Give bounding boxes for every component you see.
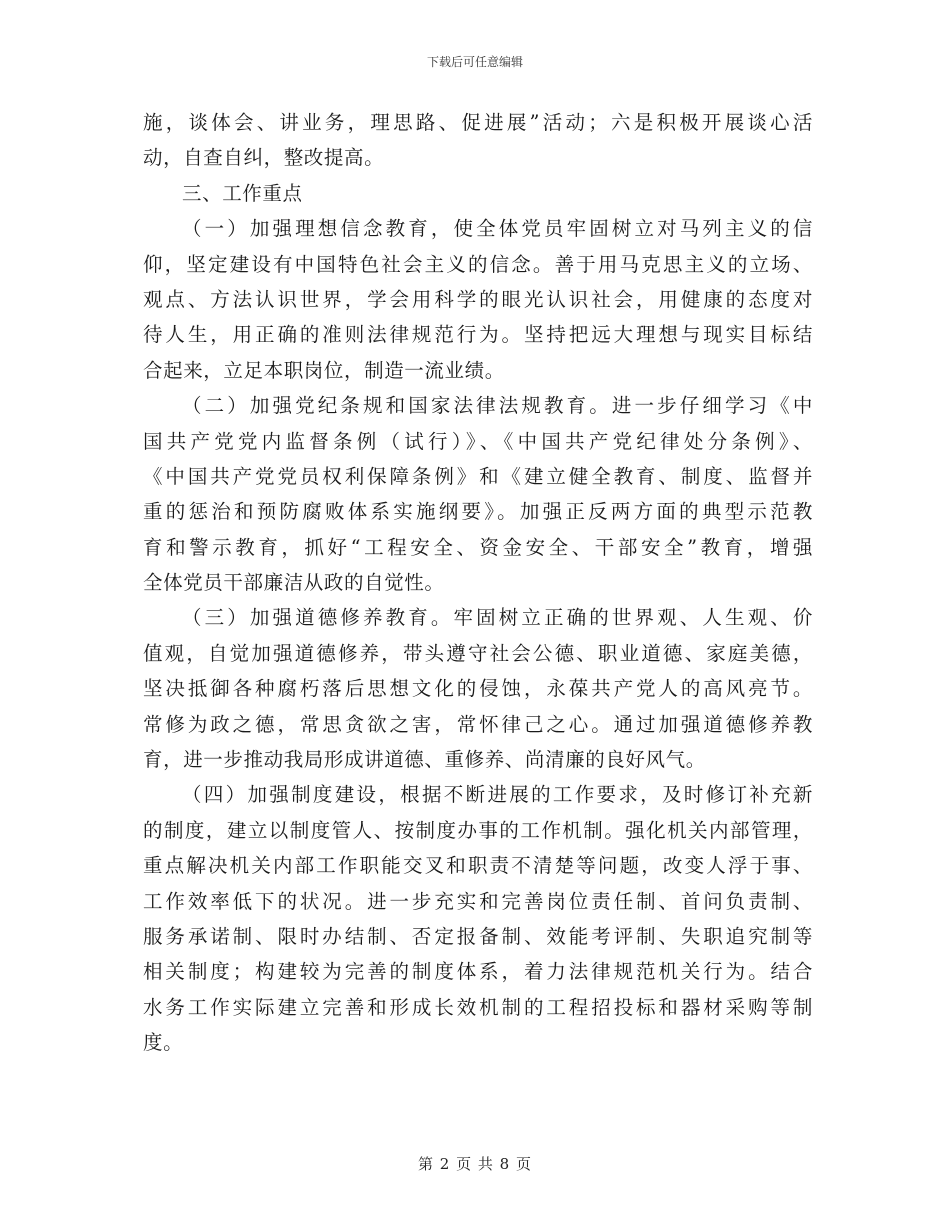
text-line: 育，进一步推动我局形成讲道德、重修养、尚清廉的良好风气。 [143,748,706,772]
text-line: 水务工作实际建立完善和形成长效机制的工程招投标和器材采购等制 [143,995,813,1019]
page-label-prefix: 第 [417,1155,434,1173]
text-line: 仰，坚定建设有中国特色社会主义的信念。善于用马克思主义的立场、 [143,252,813,276]
text-line: 国共产党党内监督条例（试行）》、《中国共产党纪律处分条例》、 [143,429,813,453]
text-line: （一）加强理想信念教育，使全体党员牢固树立对马列主义的信 [182,217,813,241]
text-line: 施，谈体会、讲业务，理思路、促进展”活动；六是积极开展谈心活 [143,111,813,134]
page-label-suffix: 页 [516,1155,533,1173]
text-line: 的制度，建立以制度管人、按制度办事的工作机制。强化机关内部管理， [143,818,813,842]
text-line: 工作效率低下的状况。进一步充实和完善岗位责任制、首问负责制、 [143,889,813,913]
text-line: 相关制度；构建较为完善的制度体系，着力法律规范机关行为。结合 [143,960,813,984]
page-number: 2 [439,1155,451,1173]
text-line: 重的惩治和预防腐败体系实施纲要》。加强正反两方面的典型示范教 [143,500,813,524]
text-line: 观点、方法认识世界，学会用科学的眼光认识社会，用健康的态度对 [143,287,813,311]
text-line: 全体党员干部廉洁从政的自觉性。 [143,571,445,595]
text-line: （三）加强道德修养教育。牢固树立正确的世界观、人生观、价 [182,606,813,630]
text-line: 服务承诺制、限时办结制、否定报备制、效能考评制、失职追究制等 [143,924,813,948]
page-total: 8 [499,1155,511,1173]
text-line: （二）加强党纪条规和国家法律法规教育。进一步仔细学习《中 [182,394,813,418]
text-line: 值观，自觉加强道德修养，带头遵守社会公德、职业道德、家庭美德， [143,641,813,665]
text-line: 《中国共产党党员权利保障条例》和《建立健全教育、制度、监督并 [143,464,813,488]
text-line: 坚决抵御各种腐朽落后思想文化的侵蚀，永葆共产党人的高风亮节。 [143,677,813,701]
section-heading: 三、工作重点 [182,181,303,205]
text-line: 重点解决机关内部工作职能交叉和职责不清楚等问题，改变人浮于事、 [143,854,813,878]
text-line: （四）加强制度建设，根据不断进展的工作要求，及时修订补充新 [182,783,813,807]
text-line: 动，自查自纠，整改提高。 [143,146,385,170]
text-line: 育和警示教育，抓好“工程安全、资金安全、干部安全”教育，增强 [143,535,813,559]
text-line: 常修为政之德，常思贪欲之害，常怀律己之心。通过加强道德修养教 [143,712,813,736]
document-body [143,105,813,1061]
text-line: 合起来，立足本职岗位，制造一流业绩。 [143,358,505,382]
text-line: 度。 [143,1031,184,1055]
text-line: 待人生，用正确的准则法律规范行为。坚持把远大理想与现实目标结 [143,323,813,347]
page-footer [0,1153,950,1174]
page-label-middle: 页 共 [456,1155,494,1173]
page-header-note: 下载后可任意编辑 [426,55,523,69]
